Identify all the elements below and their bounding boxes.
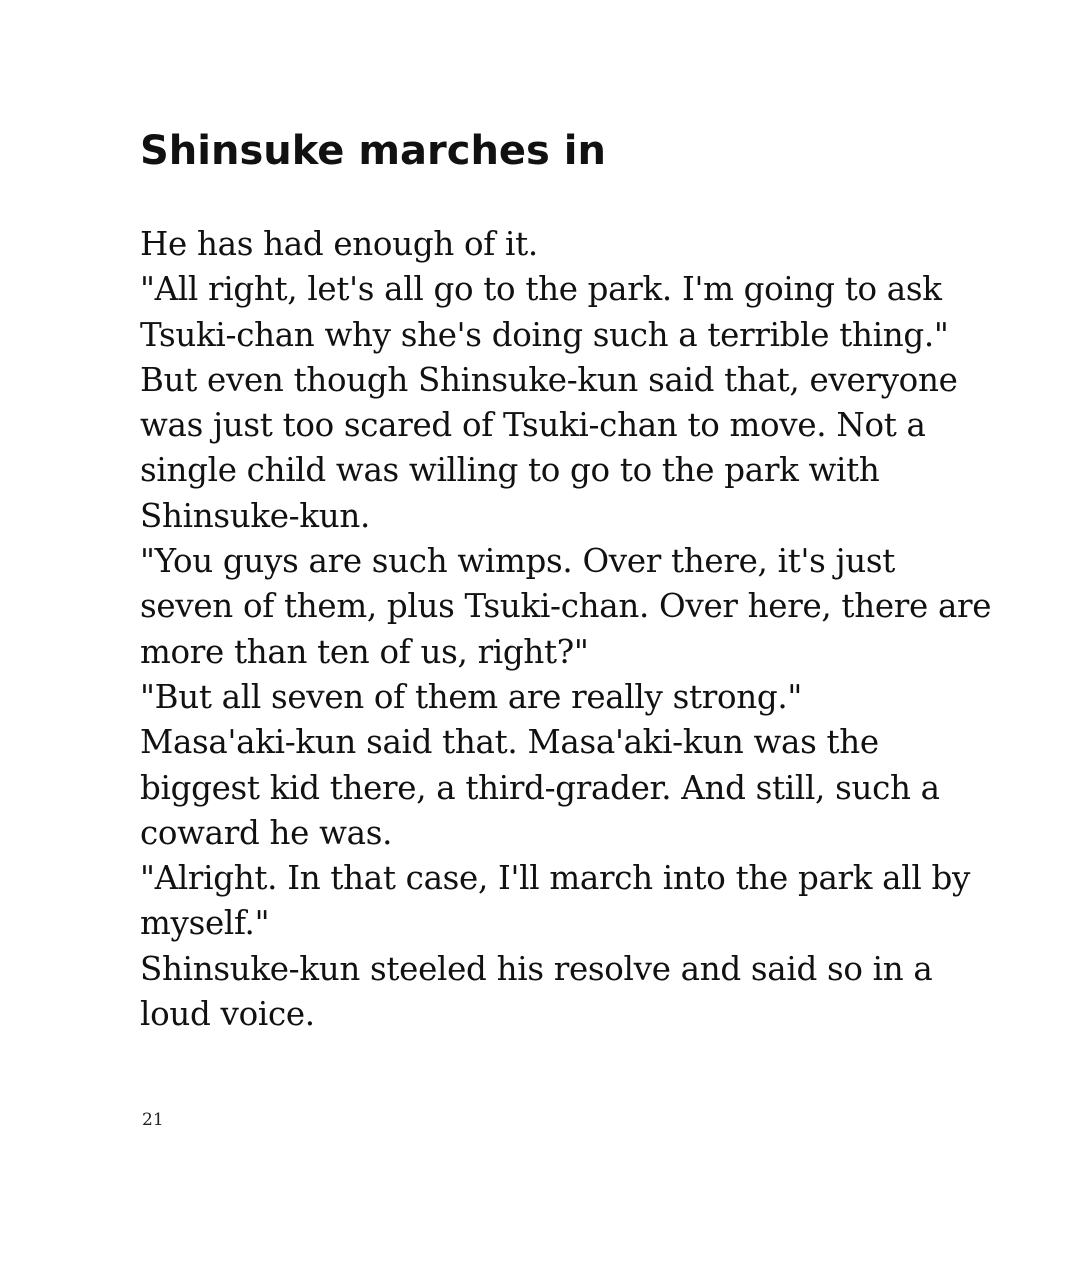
text-line: Shinsuke-kun.	[140, 496, 371, 535]
text-line: biggest kid there, a third-grader. And still, such a	[140, 768, 940, 807]
text-line: seven of them, plus Tsuki-chan. Over here, there are	[140, 587, 992, 626]
chapter-title: Shinsuke marches in	[140, 128, 606, 174]
text-line: single child was willing to go to the park with	[140, 451, 880, 490]
text-line: coward he was.	[140, 813, 393, 852]
text-line: "But all seven of them are really strong."	[140, 677, 803, 716]
text-line: myself."	[140, 904, 270, 943]
text-line: Tsuki-chan why she's doing such a terrible thing."	[140, 315, 949, 354]
text-line: Masa'aki-kun said that. Masa'aki-kun was the	[140, 723, 879, 762]
text-line: loud voice.	[140, 995, 315, 1034]
text-line: "You guys are such wimps. Over there, it's just	[140, 542, 896, 581]
text-line: "Alright. In that case, I'll march into the park all by	[140, 859, 971, 898]
text-line: was just too scared of Tsuki-chan to move. Not a	[140, 406, 926, 445]
page-number: 21	[142, 1110, 164, 1130]
text-line: He has had enough of it.	[140, 225, 538, 263]
text-line: Shinsuke-kun steeled his resolve and said so in a	[140, 949, 933, 988]
text-line: more than ten of us, right?"	[140, 632, 589, 671]
text-line: But even though Shinsuke-kun said that, everyone	[140, 360, 958, 399]
body-text	[140, 222, 1020, 1037]
text-line: "All right, let's all go to the park. I'm going to ask	[140, 270, 942, 309]
